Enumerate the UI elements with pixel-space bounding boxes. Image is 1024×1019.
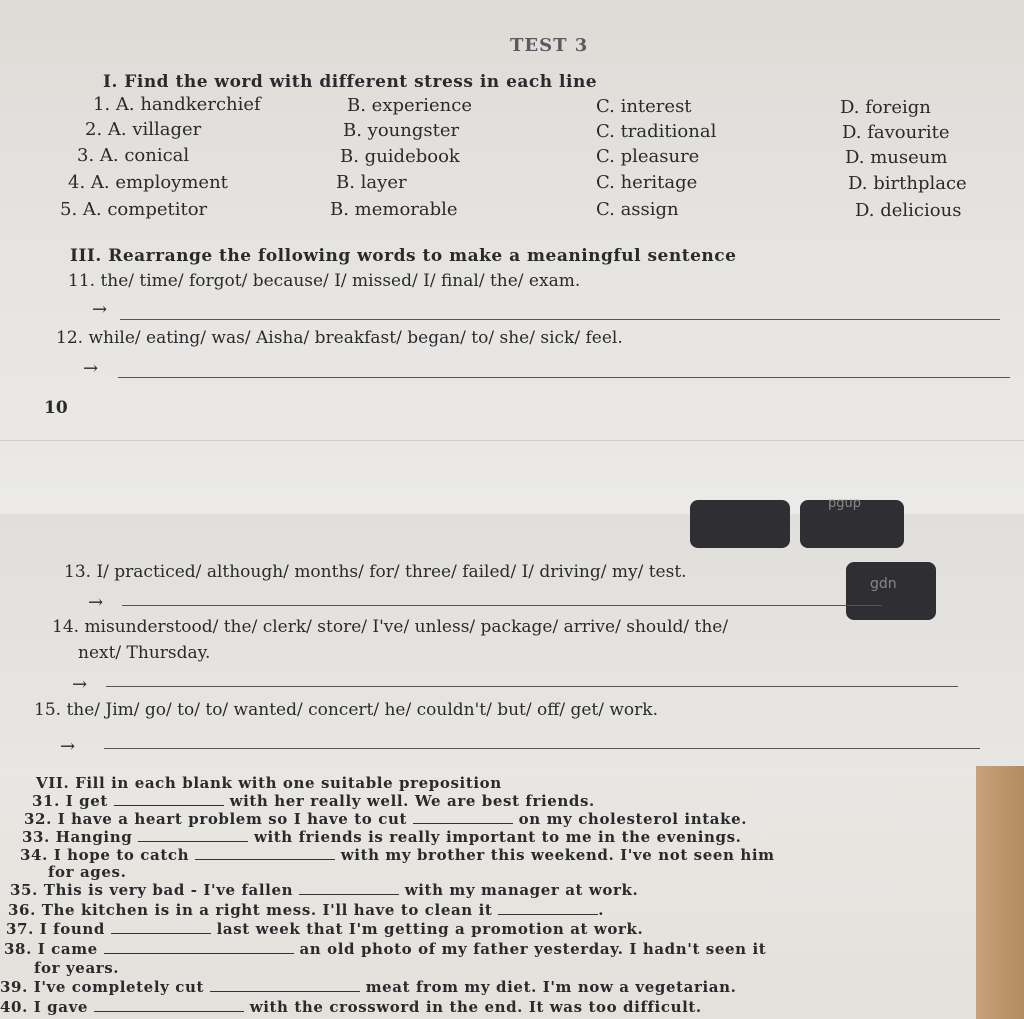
- answer-blank[interactable]: [498, 902, 598, 915]
- fill-item-39: 39. I've completely cut meat from my diet. I'm now a vegetarian.: [0, 978, 737, 996]
- page-number: 10: [44, 398, 68, 418]
- fill-item-35: 35. This is very bad - I've fallen with my manager at work.: [10, 881, 639, 899]
- option-a: 3. A. conical: [77, 145, 190, 166]
- answer-blank[interactable]: [299, 882, 399, 895]
- question-15: 15. the/ Jim/ go/ to/ to/ wanted/ concert/ he/ couldn't/ but/ off/ get/ work.: [34, 700, 658, 720]
- answer-line-11: [120, 319, 1000, 320]
- option-d: D. favourite: [842, 122, 950, 143]
- arrow-icon: →: [83, 358, 99, 379]
- option-b: B. memorable: [330, 199, 458, 220]
- answer-blank[interactable]: [138, 829, 248, 842]
- fill-item-34: 34. I hope to catch with my brother this weekend. I've not seen him: [20, 846, 775, 864]
- arrow-icon: →: [60, 736, 76, 757]
- arrow-icon: →: [92, 299, 108, 320]
- answer-blank[interactable]: [111, 921, 211, 934]
- option-b: B. guidebook: [340, 146, 460, 167]
- option-d: D. foreign: [840, 97, 931, 118]
- fill-item-36: 36. The kitchen is in a right mess. I'll have to clean it .: [8, 901, 605, 919]
- option-b: B. experience: [347, 95, 472, 116]
- fill-item-40: 40. I gave with the crossword in the end. It was too difficult.: [0, 998, 702, 1016]
- answer-line-15: [104, 748, 980, 749]
- answer-blank[interactable]: [94, 999, 244, 1012]
- fill-item-38: 38. I came an old photo of my father yesterday. I hadn't seen it: [4, 940, 767, 958]
- option-a: 4. A. employment: [68, 172, 228, 193]
- key-label: gdn: [870, 576, 897, 592]
- answer-line-13: [122, 605, 882, 606]
- arrow-icon: →: [88, 592, 104, 613]
- question-14-line-2: next/ Thursday.: [78, 643, 211, 663]
- answer-blank[interactable]: [210, 979, 360, 992]
- page-edge: [0, 440, 1024, 441]
- answer-blank[interactable]: [104, 941, 294, 954]
- question-13: 13. I/ practiced/ although/ months/ for/ three/ failed/ I/ driving/ my/ test.: [64, 562, 687, 582]
- fill-item-37: 37. I found last week that I'm getting a promotion at work.: [6, 920, 644, 938]
- fill-item-33: 33. Hanging with friends is really important to me in the evenings.: [22, 828, 742, 846]
- option-d: D. delicious: [855, 200, 962, 221]
- option-b: B. youngster: [343, 120, 460, 141]
- test-title: TEST 3: [510, 35, 589, 56]
- option-b: B. layer: [336, 172, 407, 193]
- answer-blank[interactable]: [195, 847, 335, 860]
- key-label: pgup: [828, 496, 861, 511]
- option-a: 5. A. competitor: [60, 199, 208, 220]
- keyboard-key: [690, 500, 790, 548]
- keyboard-key-pgdn: [846, 562, 936, 620]
- option-d: D. birthplace: [848, 173, 967, 194]
- worksheet-page-3: [0, 766, 1024, 1019]
- option-c: C. assign: [596, 199, 679, 220]
- answer-line-14: [106, 686, 958, 687]
- worksheet-page-2: [0, 496, 1024, 766]
- arrow-icon: →: [72, 674, 88, 695]
- section-3-heading: III. Rearrange the following words to make a meaningful sentence: [70, 246, 737, 266]
- section-7-heading: VII. Fill in each blank with one suitable preposition: [36, 774, 502, 792]
- option-a: 2. A. villager: [85, 119, 202, 140]
- answer-blank[interactable]: [413, 811, 513, 824]
- desk-background: [976, 766, 1024, 1019]
- fill-item-32: 32. I have a heart problem so I have to cut on my cholesterol intake.: [24, 810, 748, 828]
- question-14-line-1: 14. misunderstood/ the/ clerk/ store/ I've/ unless/ package/ arrive/ should/ the/: [52, 617, 729, 637]
- option-c: C. pleasure: [596, 146, 700, 167]
- question-12: 12. while/ eating/ was/ Aisha/ breakfast/ began/ to/ she/ sick/ feel.: [56, 328, 623, 348]
- option-c: C. heritage: [596, 172, 698, 193]
- fill-item-38-cont: for years.: [34, 959, 120, 977]
- section-1-heading: I. Find the word with different stress in each line: [103, 72, 598, 92]
- keyboard-key-pgup: [800, 496, 904, 548]
- fill-item-34-cont: for ages.: [48, 863, 127, 881]
- option-c: C. interest: [596, 96, 692, 117]
- option-d: D. museum: [845, 147, 948, 168]
- option-a: 1. A. handkerchief: [93, 94, 261, 115]
- option-c: C. traditional: [596, 121, 717, 142]
- answer-line-12: [118, 377, 1010, 378]
- answer-blank[interactable]: [114, 793, 224, 806]
- question-11: 11. the/ time/ forgot/ because/ I/ missed/ I/ final/ the/ exam.: [68, 271, 581, 291]
- fill-item-31: 31. I get with her really well. We are best friends.: [32, 792, 595, 810]
